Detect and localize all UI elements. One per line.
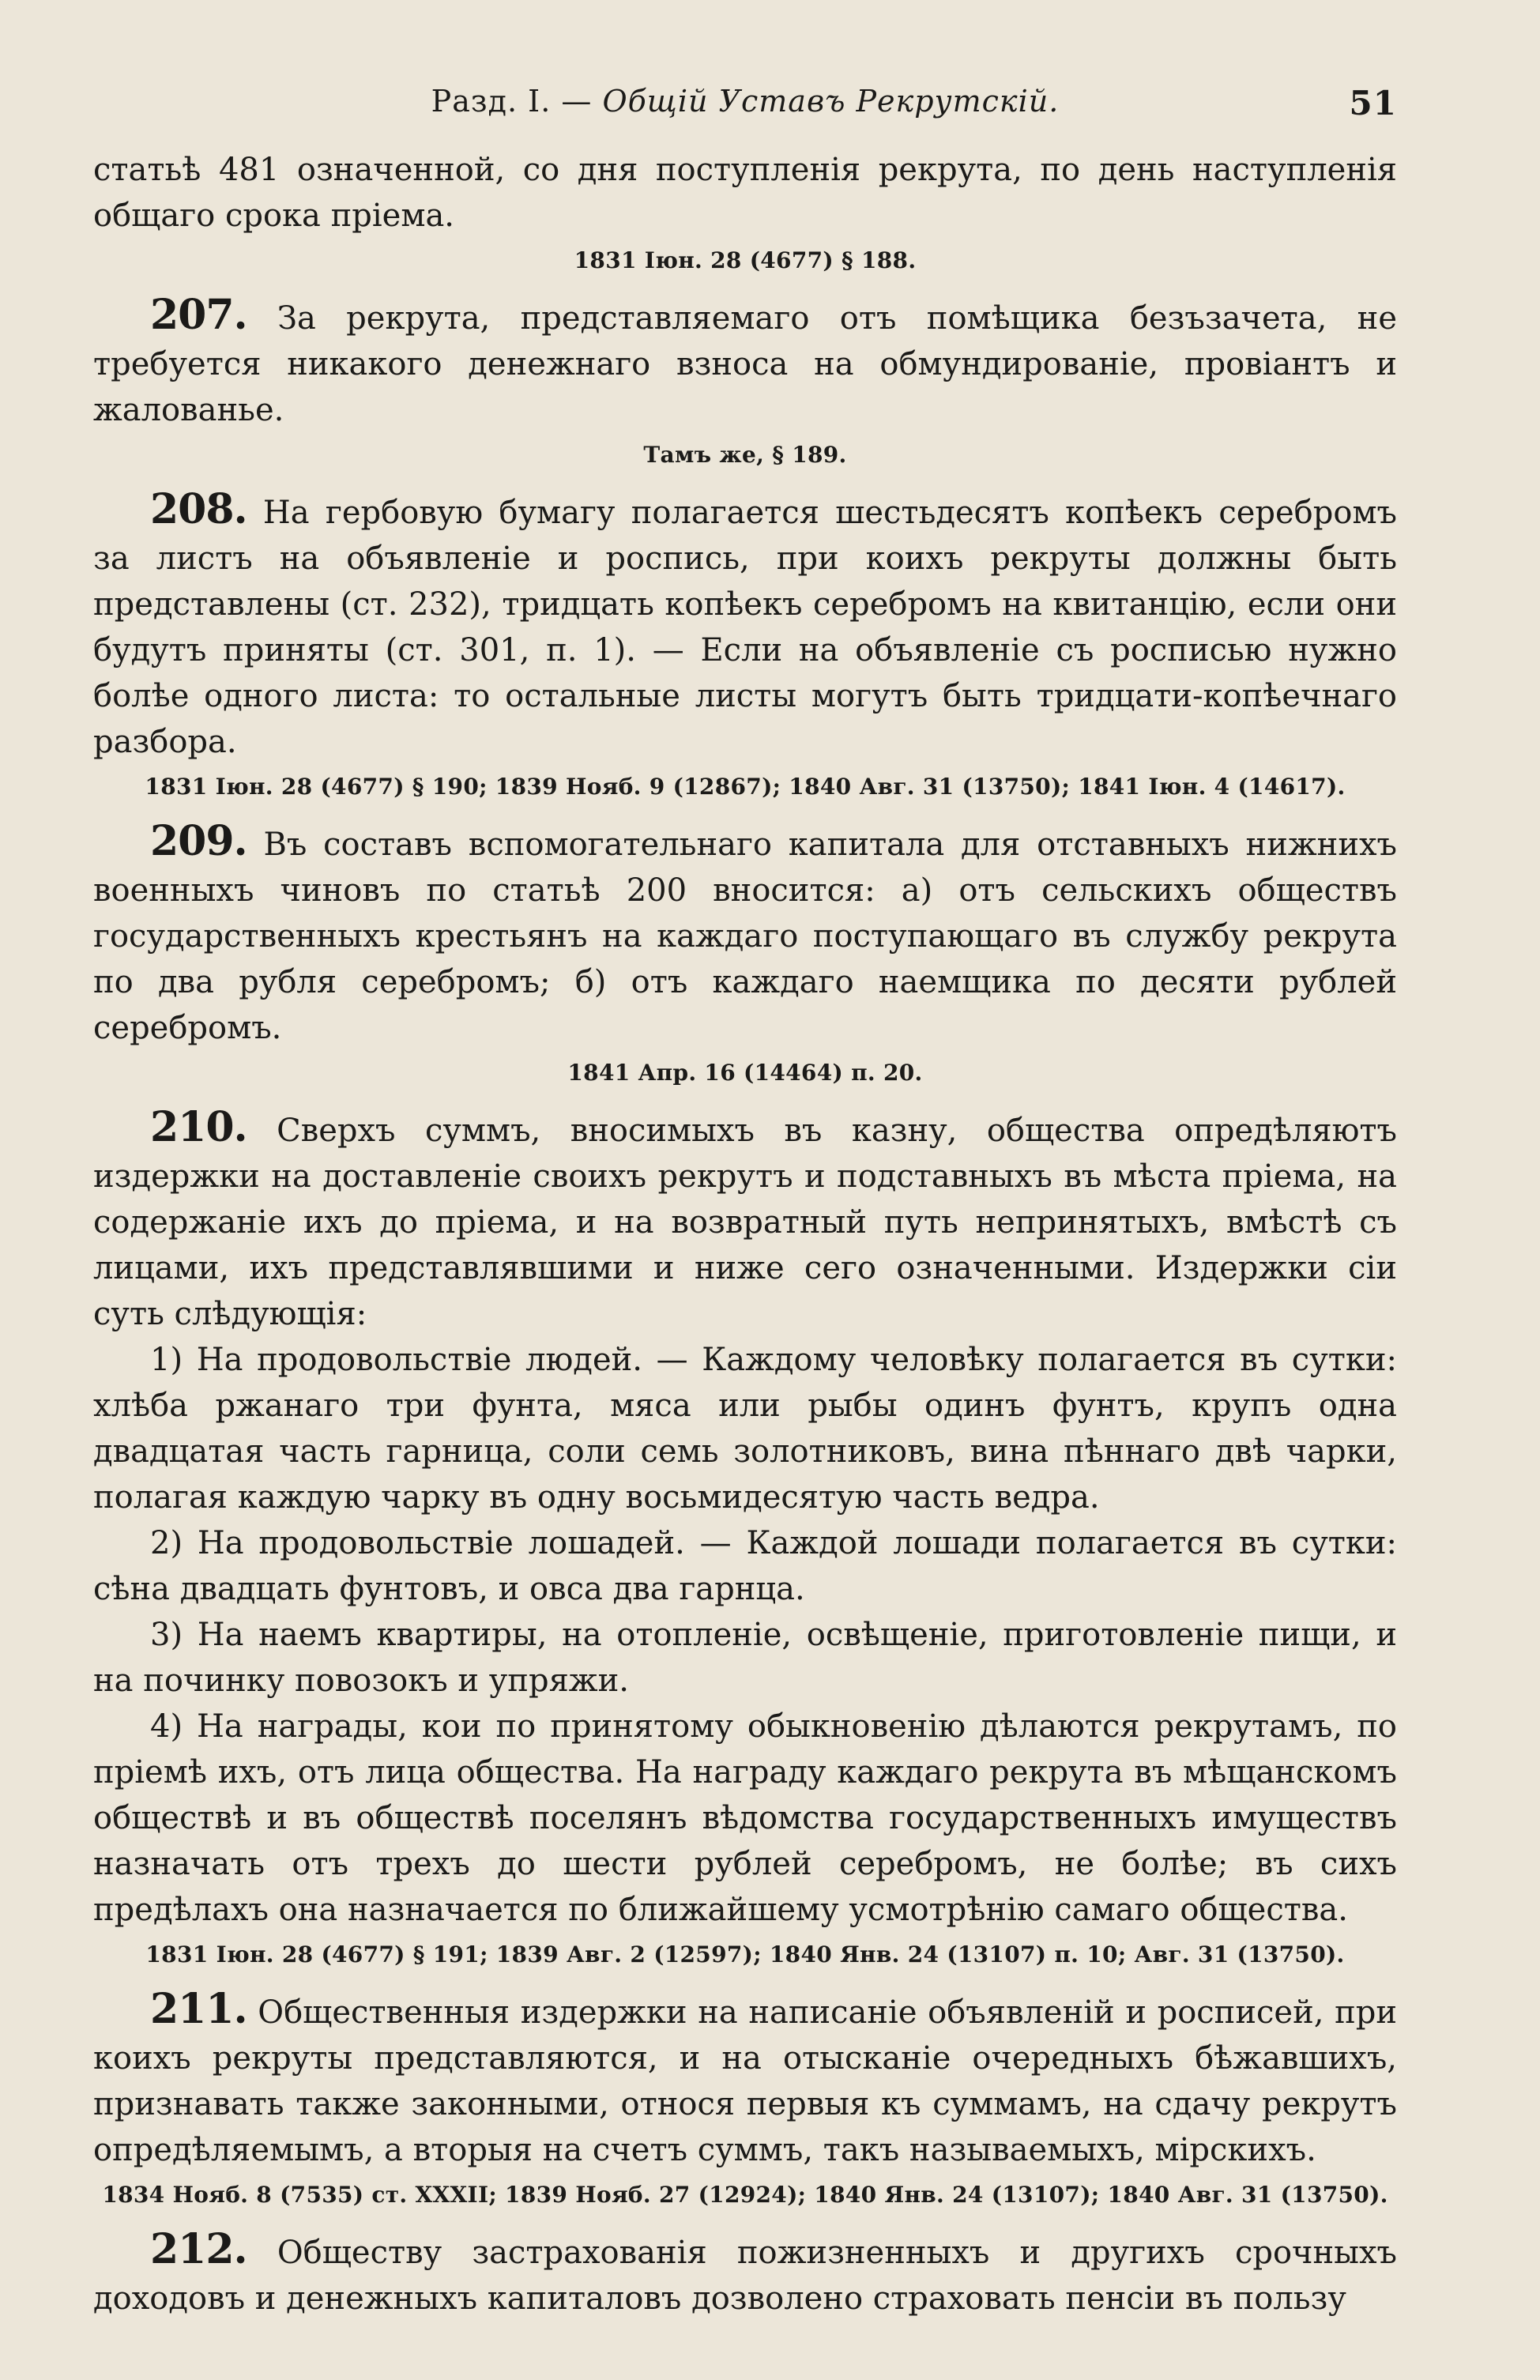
article-text: На гербовую бумагу полагается шестьдесятъ копѣекъ серебромъ за листъ на объявленіе и роспись, при коихъ рекруты должны быть представлены (ст. 232), тридцать копѣекъ серебромъ на квитанцію, если они будутъ приняты (ст. 301, п. 1). — Если на объявленіе съ росписью нужно болѣе одного листа: то остальные листы могутъ быть тридцати-копѣечнаго разбора. <box>93 495 1398 760</box>
article-text: Въ составъ вспомогательнаго капитала для отставныхъ нижнихъ военныхъ чиновъ по статьѣ 200 вносится: а) отъ сельскихъ обществъ государственныхъ крестьянъ на каждаго поступающаго въ службу рекрута по два рубля серебромъ; б) отъ каждаго наемщика по десяти рублей серебромъ. <box>93 827 1397 1046</box>
article-number: 209. <box>150 817 247 865</box>
running-header <box>93 76 1397 147</box>
article-number: 212. <box>150 2225 247 2273</box>
page-number: 51 <box>1349 84 1397 122</box>
article-212 <box>93 2227 1397 2322</box>
citation: Тамъ же, § 189. <box>643 442 847 468</box>
article-207 <box>93 292 1397 433</box>
article-number: 210. <box>150 1103 247 1151</box>
subitem-4: 4) На награды, кои по принятому обыкновенію дѣлаются рекрутамъ, по пріемѣ ихъ, отъ лица общества. На награду каждаго рекрута въ мѣщанскомъ обществѣ и въ обществѣ поселянъ вѣдомства государственныхъ имуществъ назначать отъ трехъ до шести рублей серебромъ, не болѣе; въ сихъ предѣлахъ она назначается по ближайшему усмотрѣнію самаго общества. <box>93 1708 1397 1928</box>
header-title <box>431 84 1060 119</box>
subitem-3: 3) На наемъ квартиры, на отопленіе, освѣщеніе, приготовленіе пищи, и на починку повозокъ и упряжи. <box>93 1617 1397 1699</box>
citation: 1831 Іюн. 28 (4677) § 191; 1839 Авг. 2 (12597); 1840 Янв. 24 (13107) п. 10; Авг. 31 (13750). <box>145 1941 1345 1968</box>
article-210 <box>93 1105 1397 1337</box>
article-208 <box>93 487 1397 765</box>
article-text: Обществу застрахованія пожизненныхъ и другихъ срочныхъ доходовъ и денежныхъ капиталовъ дозволено страховать пенсіи въ пользу <box>93 2235 1398 2317</box>
subitem-2: 2) На продовольствіе лошадей. — Каждой лошади полагается въ сутки: сѣна двадцать фунтовъ, и овса два гарнца. <box>93 1525 1397 1607</box>
citation: 1831 Іюн. 28 (4677) § 190; 1839 Нояб. 9 (12867); 1840 Авг. 31 (13750); 1841 Іюн. 4 (14617). <box>145 774 1346 800</box>
article-number: 207. <box>150 291 247 339</box>
article-211 <box>93 1986 1397 2173</box>
article-text: Сверхъ суммъ, вносимыхъ въ казну, общества опредѣляютъ издержки на доставленіе своихъ рекрутъ и подставныхъ въ мѣста пріема, на содержаніе ихъ до пріема, и на возвратный путь непринятыхъ, вмѣстѣ съ лицами, ихъ представлявшими и ниже сего означенными. Издержки сіи суть слѣдующія: <box>93 1113 1397 1332</box>
article-number: 211. <box>150 1985 247 2033</box>
article-209 <box>93 819 1397 1051</box>
citation: 1831 Іюн. 28 (4677) § 188. <box>574 247 917 273</box>
section-label: Разд. I. — <box>431 84 603 119</box>
citation: 1841 Апр. 16 (14464) п. 20. <box>567 1060 923 1086</box>
text-body <box>93 147 1397 2322</box>
statute-title: Общій Уставъ Рекрутскій. <box>602 84 1060 119</box>
page-content <box>93 76 1397 2322</box>
citation: 1834 Нояб. 8 (7535) ст. XXXII; 1839 Нояб. 27 (12924); 1840 Янв. 24 (13107); 1840 Авг. 31 (13750). <box>102 2182 1388 2208</box>
article-text: За рекрута, представляемаго отъ помѣщика безъзачета, не требуется никакого денежнаго взноса на обмундированіе, провіантъ и жалованье. <box>93 300 1398 428</box>
continuation-paragraph: статьѣ 481 означенной, со дня поступленія рекрута, по день наступленія общаго срока пріема. <box>93 152 1397 234</box>
subitem-1: 1) На продовольствіе людей. — Каждому человѣку полагается въ сутки: хлѣба ржанаго три фунта, мяса или рыбы одинъ фунтъ, крупъ одна двадцатая часть гарница, соли семь золотниковъ, вина пѣннаго двѣ чарки, полагая каждую чарку въ одну восьмидесятую часть ведра. <box>93 1342 1397 1516</box>
article-text: Общественныя издержки на написаніе объявленій и росписей, при коихъ рекруты представляются, и на отысканіе очередныхъ бѣжавшихъ, признавать также законными, относя первыя къ суммамъ, на сдачу рекрутъ опредѣляемымъ, а вторыя на счетъ суммъ, такъ называемыхъ, мірскихъ. <box>93 1994 1397 2168</box>
article-number: 208. <box>150 485 247 533</box>
